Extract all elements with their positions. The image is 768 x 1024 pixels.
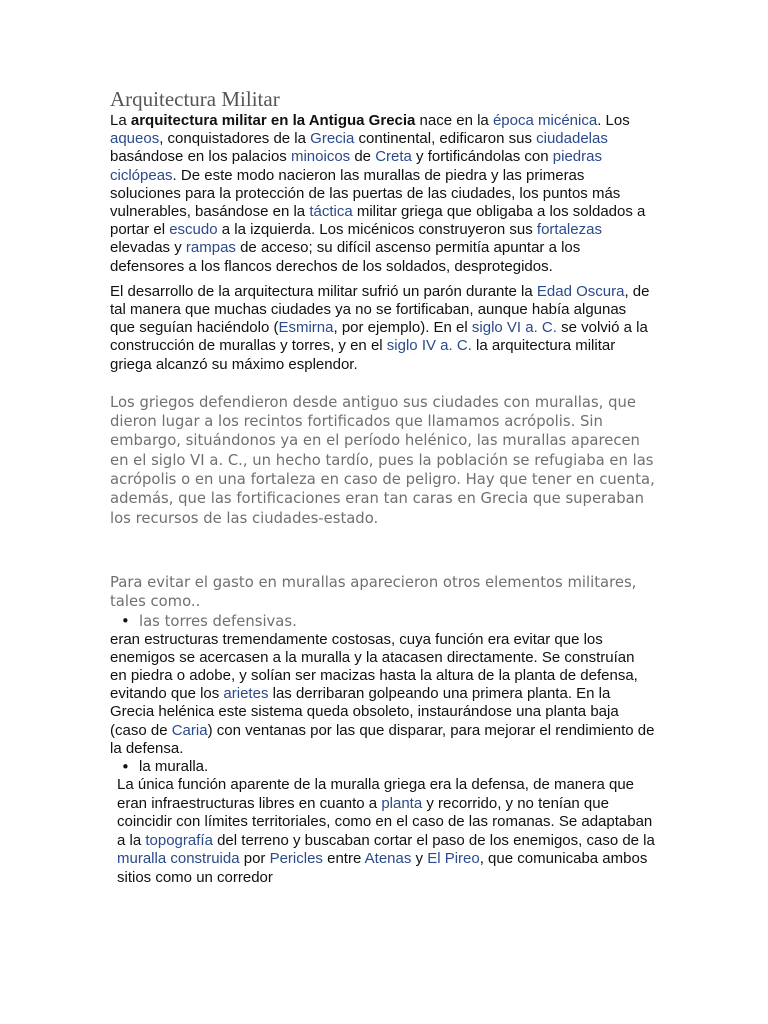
paragraph-evitar-gasto: Para evitar el gasto en murallas aparecieron otros elementos militares, tales como.. (110, 573, 637, 611)
bullet-list-torres (110, 612, 655, 631)
link-caria[interactable]: Caria (171, 721, 208, 739)
link-arietes[interactable]: arietes (223, 685, 269, 703)
link-planta[interactable]: planta (381, 794, 423, 812)
link-rampas[interactable]: rampas (185, 239, 236, 257)
link-atenas[interactable]: Atenas (364, 850, 412, 868)
link-ciudadelas[interactable]: ciudadelas (536, 130, 608, 148)
paragraph-muralla-desc: La única función aparente de la muralla griega era la defensa, de manera que eran infraestructuras libres en cuanto a planta y recorrido, y no tenían que coincidir con límites territoriales, como en el caso de las romanas. Se adaptaban a la topografía del terreno y buscaban cortar el paso de los enemigos, caso de la muralla construida por Pericles entre Atenas y El Pireo, que comunicaba ambos sitios como un corredor (117, 775, 655, 886)
link-pericles[interactable]: Pericles (269, 850, 323, 868)
paragraph-intro: La arquitectura militar en la Antigua Grecia nace en la época micénica. Los aqueos, conquistadores de la Grecia continental, edificaron sus ciudadelas basándose en los palacios minoicos de Creta y fortificándolas con piedras ciclópeas. De este modo nacieron las murallas de piedra y las primeras soluciones para la protección de las puertas de las ciudades, los puntos más vulnerables, basándose en la táctica militar griega que obligaba a los soldados a portar el escudo a la izquierda. Los micénicos construyeron sus fortalezas elevadas y rampas de acceso; su difícil ascenso permitía apuntar a los defensores a los flancos derechos de los soldados, desprotegidos. (110, 112, 646, 275)
paragraph-griegos-murallas: Los griegos defendieron desde antiguo sus ciudades con murallas, que dieron lugar a los recintos fortificados que llamamos acrópolis. Sin embargo, situándonos ya en el período helénico, las murallas aparecen en el siglo VI a. C., un hecho tardío, pues la población se refugiaba en las acrópolis o en una fortaleza en caso de peligro. Hay que tener en cuenta, además, que las fortificaciones eran tan caras en Grecia que superaban los recursos de las ciudades-estado. (110, 393, 655, 527)
link-el-pireo[interactable]: El Pireo (427, 850, 480, 868)
bold-term: arquitectura militar en la Antigua Grecia (130, 112, 416, 129)
link-piedras-ciclopeas[interactable]: piedras ciclópeas (110, 148, 602, 184)
bullet-list-muralla (110, 758, 655, 776)
paragraph-edad-oscura: El desarrollo de la arquitectura militar sufrió un parón durante la Edad Oscura, de tal manera que muchas ciudades ya no se fortificaban, aunque había algunas que seguían haciéndolo (Esmirna, por ejemplo). En el siglo VI a. C. se volvió a la construcción de murallas y torres, y en el siglo IV a. C. la arquitectura militar griega alcanzó su máximo esplendor. (110, 282, 650, 373)
link-aqueos[interactable]: aqueos (110, 130, 160, 148)
list-item-muralla: • la muralla. (139, 758, 655, 776)
paragraph-torres-desc: eran estructuras tremendamente costosas, cuya función era evitar que los enemigos se acercasen a la muralla y la atacasen directamente. Se construían en piedra o adobe, y solían ser macizas hasta la altura de la planta de defensa, evitando que los arietes las derribaran golpeando una primera planta. En la Grecia helénica este sistema queda obsoleto, instaurándose una planta baja (caso de Caria) con ventanas por las que disparar, para mejorar el rendimiento de la defensa. (110, 630, 655, 757)
link-muralla-construida[interactable]: muralla construida (117, 850, 240, 868)
link-epoca-micenica[interactable]: época micénica (492, 112, 598, 129)
link-edad-oscura[interactable]: Edad Oscura (536, 282, 625, 300)
link-grecia[interactable]: Grecia (310, 130, 355, 148)
link-minoicos[interactable]: minoicos (290, 148, 351, 166)
link-siglo-iv[interactable]: siglo IV a. C. (386, 337, 472, 355)
link-creta[interactable]: Creta (375, 148, 412, 166)
page-title: Arquitectura Militar (110, 87, 280, 111)
document-page (110, 86, 655, 888)
link-tactica[interactable]: táctica (309, 203, 353, 221)
link-topografia[interactable]: topografía (145, 831, 213, 849)
link-escudo[interactable]: escudo (169, 221, 218, 239)
list-item-torres: • las torres defensivas. (139, 612, 655, 631)
link-esmirna[interactable]: Esmirna (278, 319, 334, 337)
link-siglo-vi[interactable]: siglo VI a. C. (471, 319, 557, 337)
link-fortalezas[interactable]: fortalezas (536, 221, 602, 239)
